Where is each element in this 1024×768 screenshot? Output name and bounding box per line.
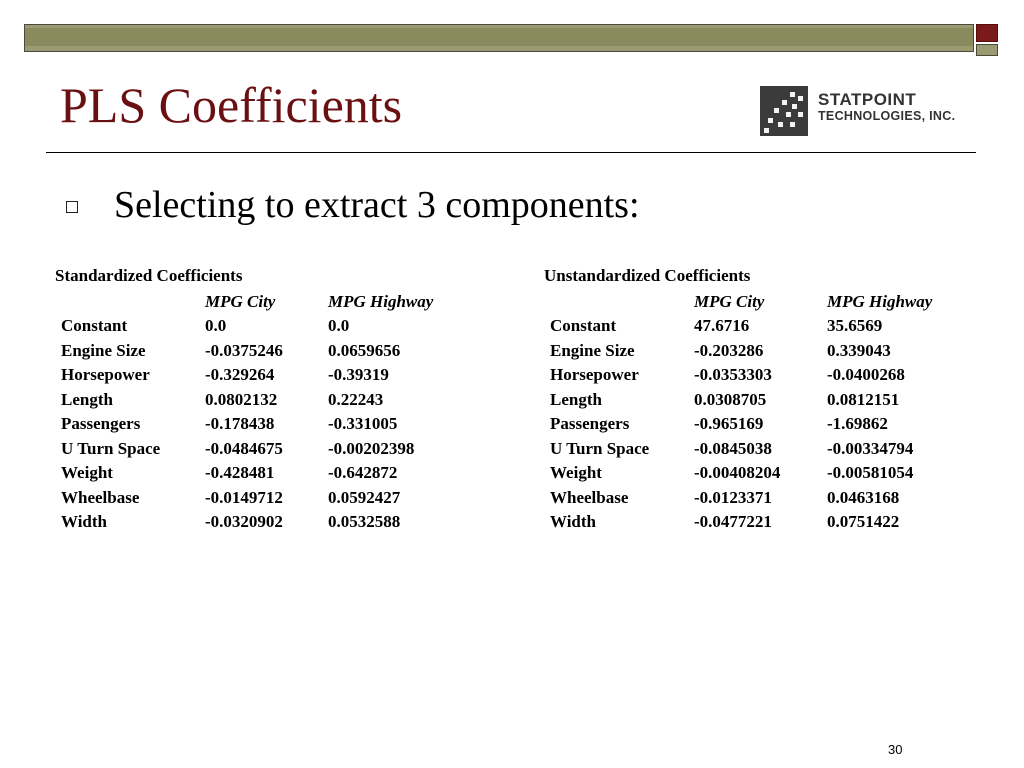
company-logo: [760, 84, 1000, 140]
coefficient-value: -1.69862: [827, 414, 888, 434]
logo-subname: TECHNOLOGIES, INC.: [818, 109, 956, 123]
accent-square-small: [976, 44, 998, 56]
row-label: Width: [550, 512, 596, 532]
row-label: Passengers: [550, 414, 630, 434]
row-label: Wheelbase: [550, 487, 629, 507]
table-row: [544, 486, 932, 511]
coefficient-value: -0.0400268: [827, 365, 905, 385]
slide-title: PLS Coefficients: [60, 77, 403, 133]
row-label: Engine Size: [61, 340, 146, 360]
table-header-row: [55, 290, 433, 314]
table-row: [55, 437, 433, 462]
column-header: MPG Highway: [827, 292, 933, 311]
table-row: [544, 437, 932, 462]
row-label: Wheelbase: [61, 487, 140, 507]
coefficient-value: -0.0353303: [694, 365, 772, 385]
coefficient-value: -0.203286: [694, 340, 764, 360]
coefficient-value: -0.0845038: [694, 438, 772, 458]
coefficient-value: 0.0: [205, 316, 227, 336]
row-label: Length: [61, 389, 113, 409]
coefficient-value: -0.965169: [694, 414, 764, 434]
row-label: Constant: [61, 316, 128, 336]
coefficient-value: 0.0751422: [827, 512, 900, 532]
coefficient-value: 0.22243: [328, 389, 384, 409]
bullet-text: Selecting to extract 3 components:: [114, 184, 640, 226]
title-bar-decoration: [24, 24, 974, 52]
table-row: [55, 363, 433, 388]
row-label: Engine Size: [550, 340, 635, 360]
row-label: Passengers: [61, 414, 141, 434]
table-header-row: [544, 290, 932, 314]
table-row: [55, 486, 433, 511]
coefficient-value: -0.00408204: [694, 463, 781, 483]
square-bullet-icon: [66, 201, 78, 213]
accent-square: [976, 24, 998, 42]
column-header: MPG City: [694, 292, 765, 311]
table-row: [55, 510, 433, 535]
coefficient-value: 0.0812151: [827, 389, 900, 409]
coefficient-value: -0.178438: [205, 414, 275, 434]
coefficient-value: -0.329264: [205, 365, 275, 385]
coefficient-value: -0.00202398: [328, 438, 415, 458]
coefficient-value: -0.0484675: [205, 438, 283, 458]
coefficient-value: -0.00334794: [827, 438, 914, 458]
column-header: [544, 290, 688, 314]
row-label: Weight: [61, 463, 113, 483]
coefficient-value: 0.0308705: [694, 389, 767, 409]
coefficient-value: -0.331005: [328, 414, 398, 434]
table-row: [55, 339, 433, 364]
coefficient-value: 47.6716: [694, 316, 750, 336]
row-label: U Turn Space: [550, 438, 650, 458]
coefficient-value: 0.339043: [827, 340, 891, 360]
table-row: [544, 314, 932, 339]
coefficient-value: -0.39319: [328, 365, 389, 385]
coefficient-value: -0.0320902: [205, 512, 283, 532]
table-row: [544, 461, 932, 486]
logo-name: STATPOINT: [818, 90, 917, 109]
row-label: Width: [61, 512, 107, 532]
column-header: MPG City: [205, 292, 276, 311]
row-label: Length: [550, 389, 602, 409]
table-row: [55, 388, 433, 413]
table-caption: Standardized Coefficients: [55, 266, 243, 285]
column-header: MPG Highway: [328, 292, 434, 311]
row-label: Weight: [550, 463, 602, 483]
coefficient-value: 0.0: [328, 316, 350, 336]
unstandardized-coefficients-table: [544, 266, 932, 535]
row-label: Horsepower: [61, 365, 150, 385]
coefficient-value: 0.0532588: [328, 512, 401, 532]
table-row: [55, 412, 433, 437]
coefficient-value: -0.0477221: [694, 512, 772, 532]
page-number: 30: [888, 742, 903, 757]
standardized-coefficients-table: [55, 266, 433, 535]
row-label: U Turn Space: [61, 438, 161, 458]
coefficient-value: -0.00581054: [827, 463, 914, 483]
table-row: [544, 510, 932, 535]
row-label: Horsepower: [550, 365, 639, 385]
coefficient-value: -0.0375246: [205, 340, 283, 360]
coefficient-value: 0.0592427: [328, 487, 401, 507]
table-row: [55, 314, 433, 339]
coefficient-value: -0.0149712: [205, 487, 283, 507]
coefficient-value: 0.0659656: [328, 340, 401, 360]
table-caption: Unstandardized Coefficients: [544, 266, 751, 285]
row-label: Constant: [550, 316, 617, 336]
coefficient-value: -0.428481: [205, 463, 275, 483]
table-row: [544, 363, 932, 388]
title-divider: [46, 152, 976, 153]
statpoint-logo-icon: [760, 86, 808, 136]
coefficient-value: 0.0463168: [827, 487, 900, 507]
column-header: [55, 290, 199, 314]
coefficient-value: -0.0123371: [694, 487, 772, 507]
coefficient-value: 0.0802132: [205, 389, 278, 409]
coefficient-value: -0.642872: [328, 463, 398, 483]
table-row: [544, 412, 932, 437]
coefficient-value: 35.6569: [827, 316, 883, 336]
table-row: [544, 388, 932, 413]
table-row: [55, 461, 433, 486]
table-row: [544, 339, 932, 364]
